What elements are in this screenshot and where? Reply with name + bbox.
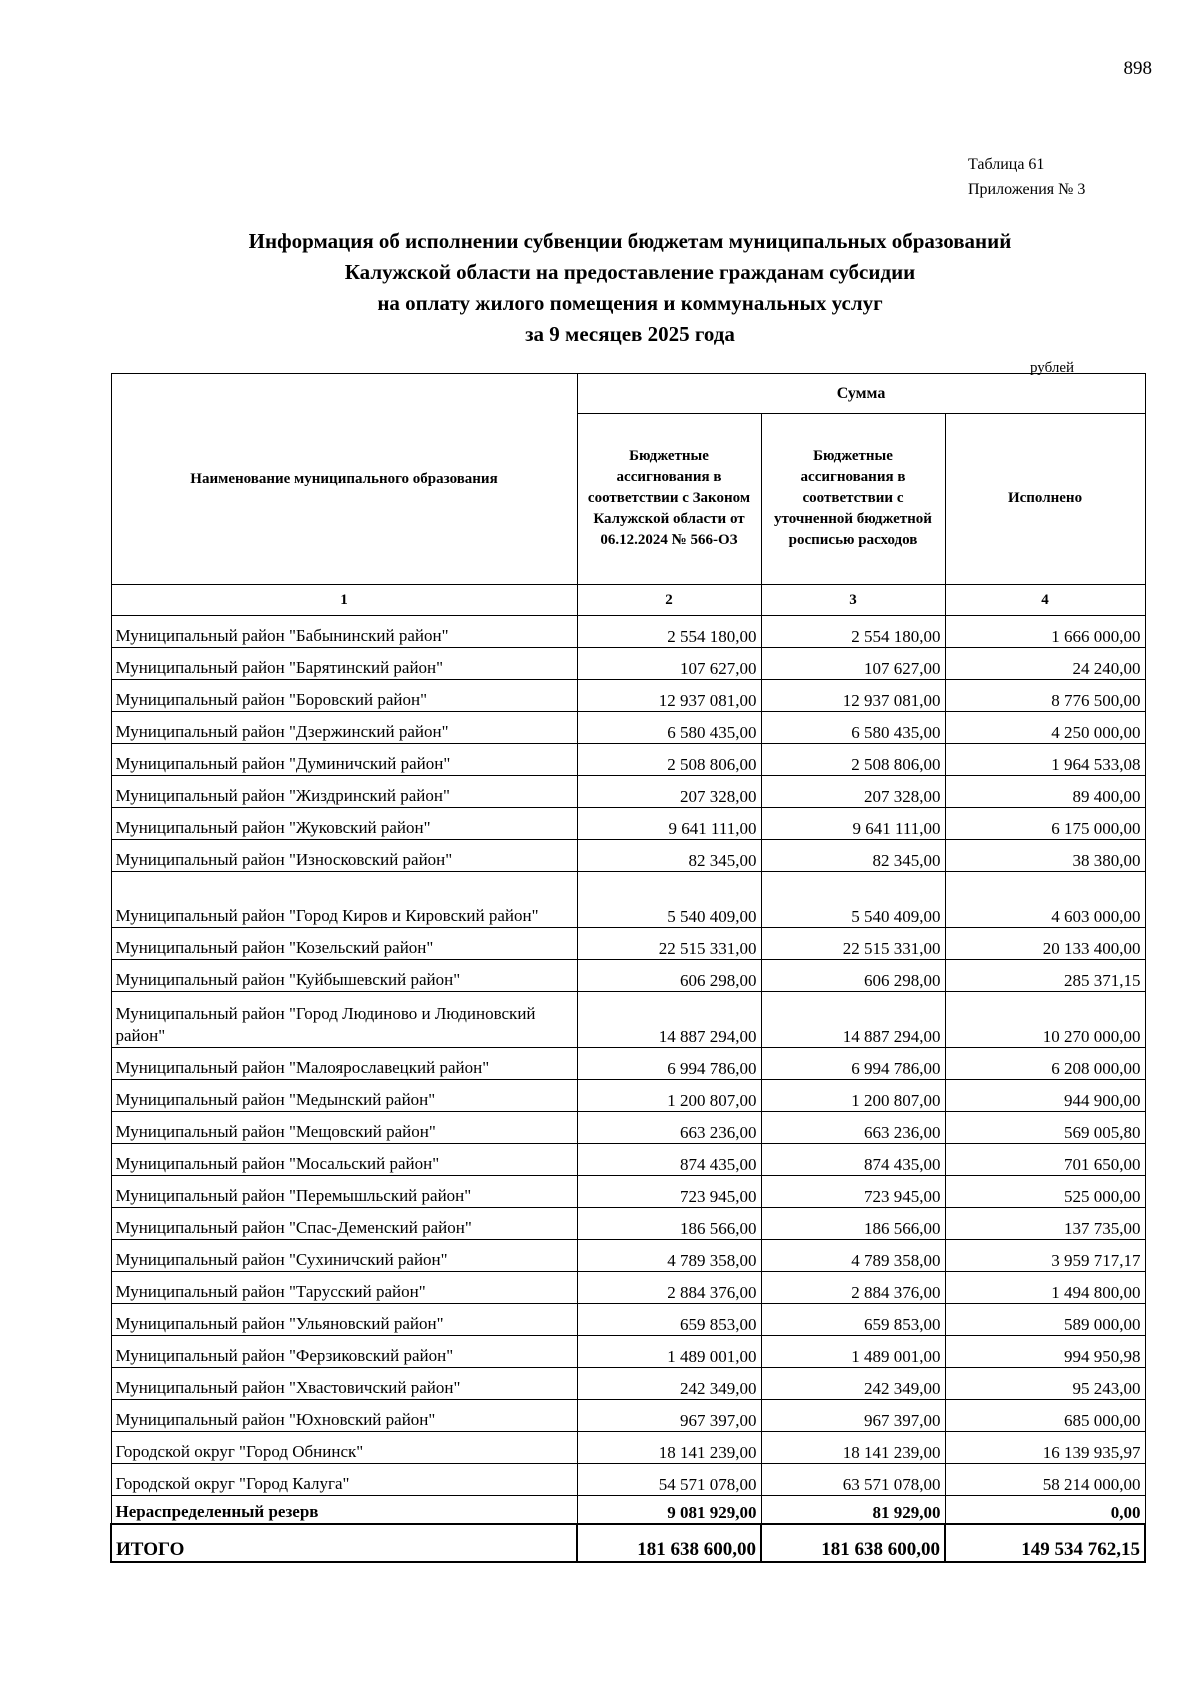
municipality-name: Муниципальный район "Ферзиковский район" [111,1336,577,1368]
refined-allocation: 186 566,00 [761,1208,945,1240]
municipality-name: Муниципальный район "Город Людиново и Людиновский район" [111,992,577,1048]
executed-amount: 4 250 000,00 [945,712,1145,744]
municipality-name: Муниципальный район "Юхновский район" [111,1400,577,1432]
table-row [111,1304,1145,1336]
executed-amount: 701 650,00 [945,1144,1145,1176]
table-row [111,1176,1145,1208]
municipality-name: Муниципальный район "Дзержинский район" [111,712,577,744]
header-sum: Сумма [577,374,1145,414]
law-allocation: 606 298,00 [577,960,761,992]
municipality-name: Муниципальный район "Малоярославецкий район" [111,1048,577,1080]
executed-amount: 1 964 533,08 [945,744,1145,776]
title-line-2: Калужской области на предоставление гражданам субсидии [344,260,916,284]
municipality-name: Муниципальный район "Барятинский район" [111,648,577,680]
law-allocation: 2 554 180,00 [577,616,761,648]
municipality-name: Муниципальный район "Медынский район" [111,1080,577,1112]
municipality-name: Муниципальный район "Хвастовичский район" [111,1368,577,1400]
municipality-name: Муниципальный район "Бабынинский район" [111,616,577,648]
header-refined-allocation: Бюджетные ассигнования в соответствии с уточненной бюджетной росписью расходов [761,413,945,584]
executed-amount: 1 666 000,00 [945,616,1145,648]
executed-amount: 525 000,00 [945,1176,1145,1208]
law-allocation: 723 945,00 [577,1176,761,1208]
document-title [130,226,1130,350]
executed-amount: 944 900,00 [945,1080,1145,1112]
law-allocation: 663 236,00 [577,1112,761,1144]
municipality-name: Городской округ "Город Обнинск" [111,1432,577,1464]
municipality-name: Муниципальный район "Износковский район" [111,840,577,872]
table-row [111,872,1145,928]
refined-allocation: 22 515 331,00 [761,928,945,960]
executed-amount: 1 494 800,00 [945,1272,1145,1304]
reserve-executed: 0,00 [945,1496,1145,1525]
refined-allocation: 874 435,00 [761,1144,945,1176]
table-row [111,960,1145,992]
law-allocation: 107 627,00 [577,648,761,680]
law-allocation: 82 345,00 [577,840,761,872]
municipality-name: Муниципальный район "Жуковский район" [111,808,577,840]
table-row [111,1080,1145,1112]
executed-amount: 285 371,15 [945,960,1145,992]
executed-amount: 685 000,00 [945,1400,1145,1432]
law-allocation: 9 641 111,00 [577,808,761,840]
municipality-name: Муниципальный район "Спас-Деменский район" [111,1208,577,1240]
municipality-name: Муниципальный район "Город Киров и Кировский район" [111,872,577,928]
law-allocation: 659 853,00 [577,1304,761,1336]
law-allocation: 2 884 376,00 [577,1272,761,1304]
refined-allocation: 9 641 111,00 [761,808,945,840]
title-line-1: Информация об исполнении субвенции бюджетам муниципальных образований [248,229,1012,253]
header-executed: Исполнено [945,413,1145,584]
refined-allocation: 967 397,00 [761,1400,945,1432]
refined-allocation: 606 298,00 [761,960,945,992]
title-line-3: на оплату жилого помещения и коммунальных услуг [377,291,883,315]
reserve-refined-allocation: 81 929,00 [761,1496,945,1525]
law-allocation: 12 937 081,00 [577,680,761,712]
table-row [111,1208,1145,1240]
refined-allocation: 723 945,00 [761,1176,945,1208]
refined-allocation: 82 345,00 [761,840,945,872]
table-row [111,744,1145,776]
table-row [111,1432,1145,1464]
column-number-2: 2 [577,585,761,616]
refined-allocation: 14 887 294,00 [761,992,945,1048]
table-row [111,712,1145,744]
law-allocation: 4 789 358,00 [577,1240,761,1272]
municipality-name: Муниципальный район "Козельский район" [111,928,577,960]
refined-allocation: 18 141 239,00 [761,1432,945,1464]
executed-amount: 589 000,00 [945,1304,1145,1336]
refined-allocation: 1 200 807,00 [761,1080,945,1112]
refined-allocation: 663 236,00 [761,1112,945,1144]
law-allocation: 1 489 001,00 [577,1336,761,1368]
refined-allocation: 1 489 001,00 [761,1336,945,1368]
reserve-row [111,1496,1145,1525]
budget-table [110,373,1146,1563]
law-allocation: 207 328,00 [577,776,761,808]
table-row [111,1368,1145,1400]
municipality-name: Муниципальный район "Жиздринский район" [111,776,577,808]
table-row [111,1336,1145,1368]
table-number: Таблица 61 [968,156,1045,173]
table-row [111,1464,1145,1496]
total-row [111,1524,1145,1562]
table-row [111,992,1145,1048]
municipality-name: Муниципальный район "Перемышльский район" [111,1176,577,1208]
table-reference [968,152,1085,202]
executed-amount: 569 005,80 [945,1112,1145,1144]
municipality-name: Муниципальный район "Ульяновский район" [111,1304,577,1336]
executed-amount: 8 776 500,00 [945,680,1145,712]
refined-allocation: 12 937 081,00 [761,680,945,712]
law-allocation: 54 571 078,00 [577,1464,761,1496]
refined-allocation: 4 789 358,00 [761,1240,945,1272]
refined-allocation: 6 994 786,00 [761,1048,945,1080]
header-name: Наименование муниципального образования [111,374,577,585]
municipality-name: Муниципальный район "Боровский район" [111,680,577,712]
total-law-allocation: 181 638 600,00 [577,1524,761,1562]
units-label: рублей [1030,360,1075,376]
table-row [111,1112,1145,1144]
executed-amount: 4 603 000,00 [945,872,1145,928]
appendix-number: Приложения № 3 [968,181,1086,198]
table-row [111,776,1145,808]
table-row [111,840,1145,872]
table-row [111,1272,1145,1304]
executed-amount: 10 270 000,00 [945,992,1145,1048]
executed-amount: 6 208 000,00 [945,1048,1145,1080]
executed-amount: 24 240,00 [945,648,1145,680]
municipality-name: Муниципальный район "Думиничский район" [111,744,577,776]
refined-allocation: 242 349,00 [761,1368,945,1400]
law-allocation: 967 397,00 [577,1400,761,1432]
executed-amount: 20 133 400,00 [945,928,1145,960]
table-row [111,808,1145,840]
law-allocation: 6 994 786,00 [577,1048,761,1080]
executed-amount: 95 243,00 [945,1368,1145,1400]
executed-amount: 6 175 000,00 [945,808,1145,840]
page-number: 898 [1123,58,1152,79]
executed-amount: 994 950,98 [945,1336,1145,1368]
table-row [111,1144,1145,1176]
municipality-name: Муниципальный район "Мосальский район" [111,1144,577,1176]
refined-allocation: 2 554 180,00 [761,616,945,648]
column-number-4: 4 [945,585,1145,616]
municipality-name: Муниципальный район "Тарусский район" [111,1272,577,1304]
law-allocation: 186 566,00 [577,1208,761,1240]
municipality-name: Городской округ "Город Калуга" [111,1464,577,1496]
title-line-4: за 9 месяцев 2025 года [525,322,735,346]
table-row [111,1400,1145,1432]
law-allocation: 1 200 807,00 [577,1080,761,1112]
executed-amount: 16 139 935,97 [945,1432,1145,1464]
law-allocation: 242 349,00 [577,1368,761,1400]
table-row [111,680,1145,712]
law-allocation: 18 141 239,00 [577,1432,761,1464]
law-allocation: 874 435,00 [577,1144,761,1176]
table-row [111,616,1145,648]
table-row [111,648,1145,680]
municipality-name: Муниципальный район "Куйбышевский район" [111,960,577,992]
refined-allocation: 6 580 435,00 [761,712,945,744]
reserve-label: Нераспределенный резерв [111,1496,577,1525]
executed-amount: 58 214 000,00 [945,1464,1145,1496]
refined-allocation: 2 884 376,00 [761,1272,945,1304]
table-row [111,1240,1145,1272]
table-row [111,1048,1145,1080]
executed-amount: 38 380,00 [945,840,1145,872]
column-number-1: 1 [111,585,577,616]
executed-amount: 89 400,00 [945,776,1145,808]
law-allocation: 22 515 331,00 [577,928,761,960]
refined-allocation: 107 627,00 [761,648,945,680]
column-number-3: 3 [761,585,945,616]
refined-allocation: 63 571 078,00 [761,1464,945,1496]
law-allocation: 6 580 435,00 [577,712,761,744]
reserve-law-allocation: 9 081 929,00 [577,1496,761,1525]
header-law-allocation: Бюджетные ассигнования в соответствии с Законом Калужской области от 06.12.2024 № 566-ОЗ [577,413,761,584]
municipality-name: Муниципальный район "Мещовский район" [111,1112,577,1144]
table-row [111,928,1145,960]
refined-allocation: 659 853,00 [761,1304,945,1336]
law-allocation: 14 887 294,00 [577,992,761,1048]
total-refined-allocation: 181 638 600,00 [761,1524,945,1562]
refined-allocation: 207 328,00 [761,776,945,808]
executed-amount: 137 735,00 [945,1208,1145,1240]
total-label: ИТОГО [111,1524,577,1562]
law-allocation: 5 540 409,00 [577,872,761,928]
refined-allocation: 5 540 409,00 [761,872,945,928]
executed-amount: 3 959 717,17 [945,1240,1145,1272]
law-allocation: 2 508 806,00 [577,744,761,776]
refined-allocation: 2 508 806,00 [761,744,945,776]
municipality-name: Муниципальный район "Сухиничский район" [111,1240,577,1272]
total-executed: 149 534 762,15 [945,1524,1145,1562]
